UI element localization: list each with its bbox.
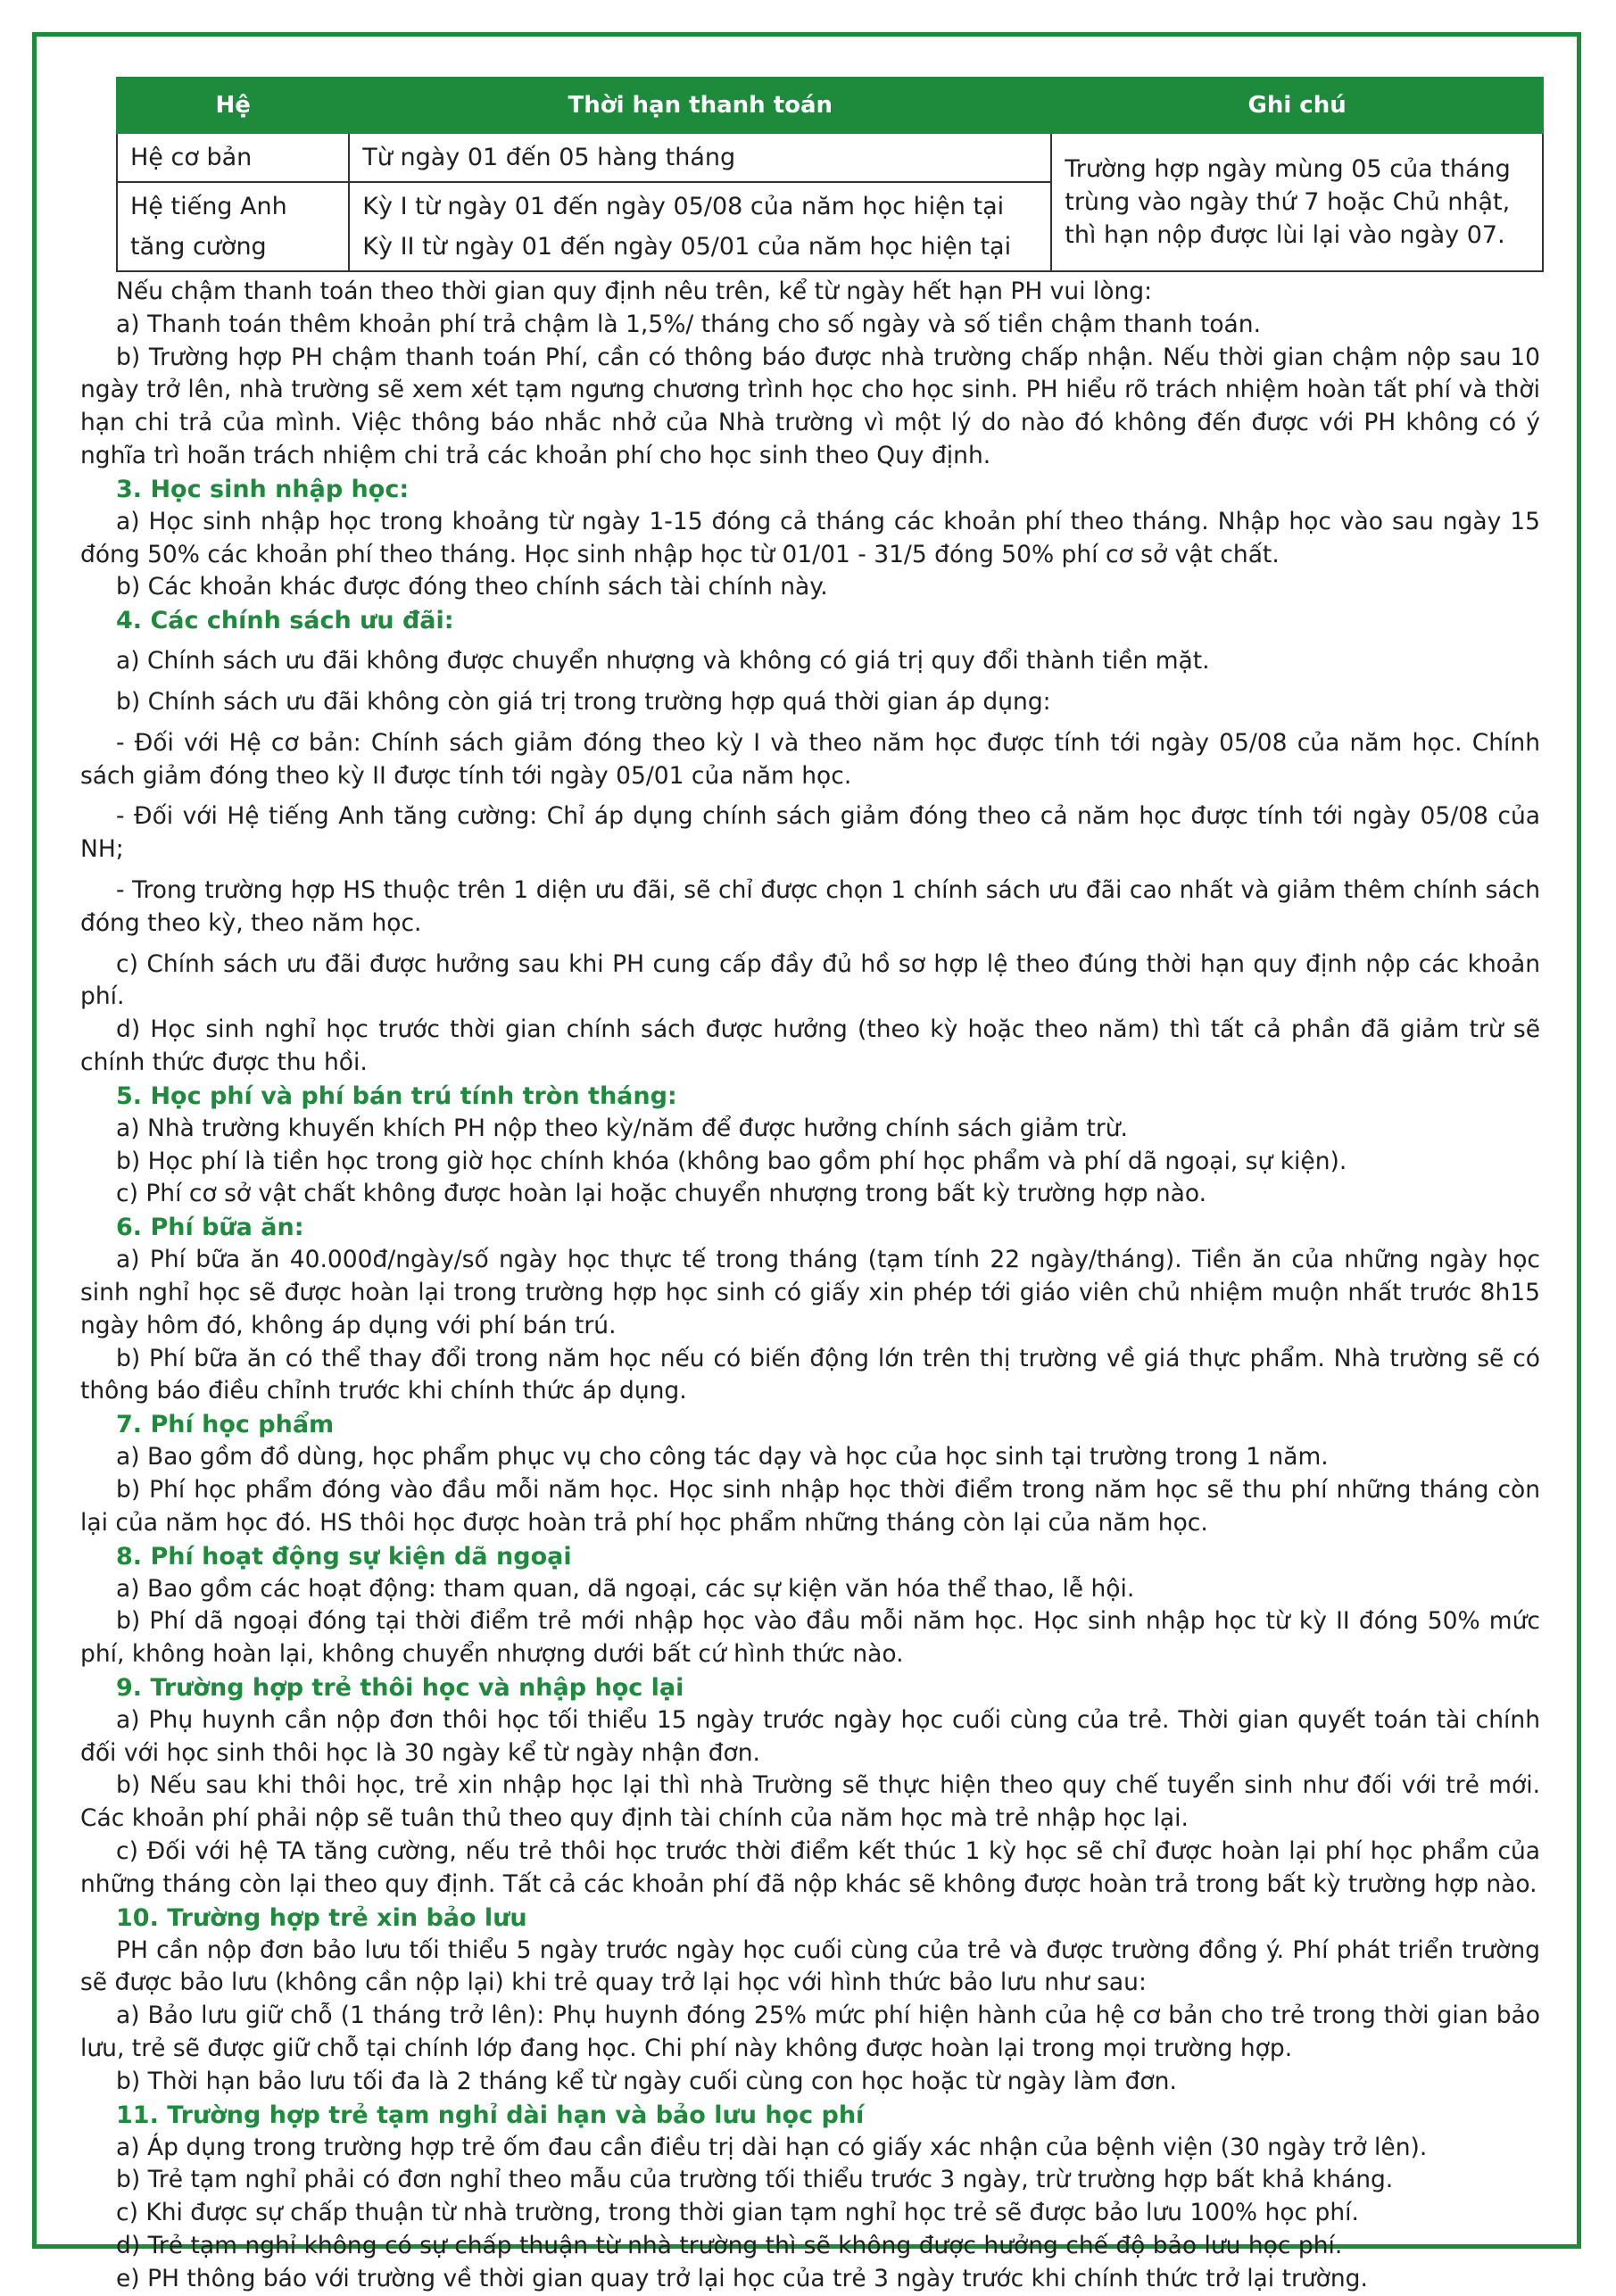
- section-heading: 7. Phí học phẩm: [116, 1411, 335, 1439]
- paragraph: b) Thời hạn bảo lưu tối đa là 2 tháng kể từ ngày cuối cùng con học hoặc từ ngày làm đơn.: [116, 2067, 1177, 2095]
- section-heading: 9. Trường hợp trẻ thôi học và nhập học lại: [116, 1673, 684, 1702]
- paragraph: a) Phí bữa ăn 40.000đ/ngày/số ngày học thực tế trong tháng (tạm tính 22 ngày/tháng). Tiền ăn của những ngày học sinh nghỉ học sẽ được hoàn lại trong trường hợp học sinh có giấy xin phép tới giáo viên chủ nhiệm muộn nhất trước 8h15 ngày hôm đó, không áp dụng với phí bán trú.: [80, 1246, 1540, 1339]
- paragraph: - Đối với Hệ cơ bản: Chính sách giảm đóng theo kỳ I và theo năm học được tính tới ngày 05/08 của năm học. Chính sách giảm đóng theo kỳ II được tính tới ngày 05/01 của năm học.: [80, 728, 1540, 790]
- section-heading: 8. Phí hoạt động sự kiện dã ngoại: [116, 1542, 572, 1571]
- cell-he-co-ban: Hệ cơ bản: [117, 133, 349, 182]
- paragraph: a) Bảo lưu giữ chỗ (1 tháng trở lên): Phụ huynh đóng 25% mức phí hiện hành của hệ cơ bản cho trẻ trong thời gian bảo lưu, trẻ sẽ được giữ chỗ tại chính lớp đang học. Chi phí này không được hoàn lại trong mọi trường hợp.: [80, 2002, 1540, 2063]
- paragraph: d) Học sinh nghỉ học trước thời gian chính sách được hưởng (theo kỳ hoặc theo năm) thì tất cả phần đã giảm trừ sẽ chính thức được thu hồi.: [80, 1015, 1540, 1076]
- paragraph: b) Các khoản khác được đóng theo chính sách tài chính này.: [116, 573, 828, 601]
- header-ghi-chu: Ghi chú: [1051, 78, 1543, 133]
- payment-deadline-table: [116, 77, 1544, 272]
- table-header-row: [117, 78, 1543, 133]
- paragraph: b) Nếu sau khi thôi học, trẻ xin nhập học lại thì nhà Trường sẽ thực hiện theo quy chế tuyển sinh như đối với trẻ mới. Các khoản phí phải nộp sẽ tuân thủ theo quy định tài chính của năm học mà trẻ nhập học lại.: [80, 1771, 1540, 1833]
- section-heading: 3. Học sinh nhập học:: [116, 475, 410, 503]
- paragraph: c) Chính sách ưu đãi được hưởng sau khi PH cung cấp đầy đủ hồ sơ hợp lệ theo đúng thời hạn quy định nộp các khoản phí.: [80, 949, 1540, 1011]
- cell-line: Kỳ I từ ngày 01 đến ngày 05/08 của năm học hiện tại: [362, 193, 1005, 220]
- table-row: [117, 133, 1543, 182]
- section-heading: 6. Phí bữa ăn:: [116, 1214, 304, 1242]
- paragraph: b) Chính sách ưu đãi không còn giá trị trong trường hợp quá thời gian áp dụng:: [116, 687, 1051, 716]
- paragraph: PH cần nộp đơn bảo lưu tối thiểu 5 ngày trước ngày học cuối cùng của trẻ và được trường đồng ý. Phí phát triển trường sẽ được bảo lưu (không cần nộp lại) khi trẻ quay trở lại học với hình thức bảo lưu như sau:: [80, 1935, 1540, 1997]
- paragraph: a) Phụ huynh cần nộp đơn thôi học tối thiểu 15 ngày trước ngày học cuối cùng của trẻ. Thời gian quyết toán tài chính đối với học sinh thôi học là 30 ngày kể từ ngày nhận đơn.: [80, 1705, 1540, 1767]
- section-heading: 4. Các chính sách ưu đãi:: [116, 607, 454, 635]
- paragraph: b) Trường hợp PH chậm thanh toán Phí, cần có thông báo được nhà trường chấp nhận. Nếu thời gian chậm nộp sau 10 ngày trở lên, nhà trường sẽ xem xét tạm ngưng chương trình học cho học sinh. PH hiểu rõ trách nhiệm hoàn tất phí và thời hạn chi trả của mình. Việc thông báo nhắc nhở của Nhà trường vì một lý do nào đó không đến được với PH không có ý nghĩa trì hoãn trách nhiệm chi trả các khoản phí cho học sinh theo Quy định.: [80, 343, 1540, 469]
- paragraph: a) Bao gồm đồ dùng, học phẩm phục vụ cho công tác dạy và học của học sinh tại trường trong 1 năm.: [116, 1443, 1329, 1471]
- paragraph: b) Phí dã ngoại đóng tại thời điểm trẻ mới nhập học vào đầu mỗi năm học. Học sinh nhập học từ kỳ II đóng 50% mức phí, không hoàn lại, không chuyển nhượng dưới bất cứ hình thức nào.: [80, 1607, 1540, 1669]
- header-thoi-han: Thời hạn thanh toán: [349, 78, 1051, 133]
- cell-line: Hệ tiếng Anh: [130, 193, 287, 220]
- cell-line: Kỳ II từ ngày 01 đến ngày 05/01 của năm học hiện tại: [362, 233, 1012, 261]
- paragraph: a) Áp dụng trong trường hợp trẻ ốm đau cần điều trị dài hạn có giấy xác nhận của bệnh viện (30 ngày trở lên).: [116, 2133, 1428, 2161]
- document-content: [80, 77, 1540, 2296]
- paragraph: d) Trẻ tạm nghỉ không có sự chấp thuận từ nhà trường thì sẽ không được hưởng chế độ bảo lưu học phí.: [116, 2232, 1343, 2260]
- paragraph: Nếu chậm thanh toán theo thời gian quy định nêu trên, kể từ ngày hết hạn PH vui lòng:: [116, 278, 1153, 305]
- paragraph: b) Phí bữa ăn có thể thay đổi trong năm học nếu có biến động lớn trên thị trường về giá thực phẩm. Nhà trường sẽ có thông báo điều chỉnh trước khi chính thức áp dụng.: [80, 1344, 1540, 1405]
- header-he: Hệ: [117, 78, 349, 133]
- paragraph: a) Nhà trường khuyến khích PH nộp theo kỳ/năm để được hưởng chính sách giảm trừ.: [116, 1114, 1128, 1142]
- paragraph: a) Thanh toán thêm khoản phí trả chậm là 1,5%/ tháng cho số ngày và số tiền chậm thanh toán.: [116, 310, 1262, 338]
- cell-thoi-han-co-ban: Từ ngày 01 đến 05 hàng tháng: [349, 133, 1051, 182]
- cell-thoi-han-tieng-anh: [349, 182, 1051, 271]
- paragraph: c) Khi được sự chấp thuận từ nhà trường, trong thời gian tạm nghỉ học trẻ sẽ được bảo lưu 100% học phí.: [116, 2199, 1359, 2227]
- paragraph: b) Phí học phẩm đóng vào đầu mỗi năm học. Học sinh nhập học thời điểm trong năm học sẽ thu phí những tháng còn lại của năm học đó. HS thôi học được hoàn trả phí học phẩm những tháng còn lại của năm học.: [80, 1475, 1540, 1537]
- paragraph: c) Đối với hệ TA tăng cường, nếu trẻ thôi học trước thời điểm kết thúc 1 kỳ học sẽ chỉ được hoàn lại phí học phẩm của những tháng còn lại theo quy định. Tất cả các khoản phí đã nộp khác sẽ không được hoàn trả trong bất kỳ trường hợp nào.: [80, 1837, 1540, 1898]
- paragraph: - Đối với Hệ tiếng Anh tăng cường: Chỉ áp dụng chính sách giảm đóng theo cả năm học được tính tới ngày 05/08 của NH;: [80, 802, 1540, 864]
- cell-ghi-chu: Trường hợp ngày mùng 05 của tháng trùng vào ngày thứ 7 hoặc Chủ nhật, thì hạn nộp được lùi lại vào ngày 07.: [1051, 133, 1543, 271]
- policy-body: [80, 276, 1540, 2296]
- paragraph: c) Phí cơ sở vật chất không được hoàn lại hoặc chuyển nhượng trong bất kỳ trường hợp nào.: [116, 1180, 1207, 1208]
- paragraph: a) Bao gồm các hoạt động: tham quan, dã ngoại, các sự kiện văn hóa thể thao, lễ hội.: [116, 1574, 1135, 1603]
- section-heading: 5. Học phí và phí bán trú tính tròn tháng:: [116, 1082, 677, 1110]
- paragraph: b) Học phí là tiền học trong giờ học chính khóa (không bao gồm phí học phẩm và phí dã ngoại, sự kiện).: [116, 1147, 1347, 1175]
- section-heading: 11. Trường hợp trẻ tạm nghỉ dài hạn và bảo lưu học phí: [116, 2101, 865, 2129]
- paragraph: - Trong trường hợp HS thuộc trên 1 diện ưu đãi, sẽ chỉ được chọn 1 chính sách ưu đãi cao nhất và giảm thêm chính sách đóng theo kỳ, theo năm học.: [80, 875, 1540, 937]
- paragraph: a) Chính sách ưu đãi không được chuyển nhượng và không có giá trị quy đổi thành tiền mặt.: [116, 647, 1210, 676]
- section-heading: 10. Trường hợp trẻ xin bảo lưu: [116, 1903, 527, 1932]
- cell-he-tieng-anh: [117, 182, 349, 271]
- paragraph: e) PH thông báo với trường về thời gian quay trở lại học của trẻ 3 ngày trước khi chính thức trở lại trường.: [116, 2264, 1368, 2292]
- cell-line: tăng cường: [130, 233, 267, 261]
- paragraph: b) Trẻ tạm nghỉ phải có đơn nghỉ theo mẫu của trường tối thiểu trước 3 ngày, trừ trường hợp bất khả kháng.: [116, 2166, 1394, 2194]
- paragraph: a) Học sinh nhập học trong khoảng từ ngày 1-15 đóng cả tháng các khoản phí theo tháng. Nhập học vào sau ngày 15 đóng 50% các khoản phí theo tháng. Học sinh nhập học từ 01/01 - 31/5 đóng 50% phí cơ sở vật chất.: [80, 507, 1540, 568]
